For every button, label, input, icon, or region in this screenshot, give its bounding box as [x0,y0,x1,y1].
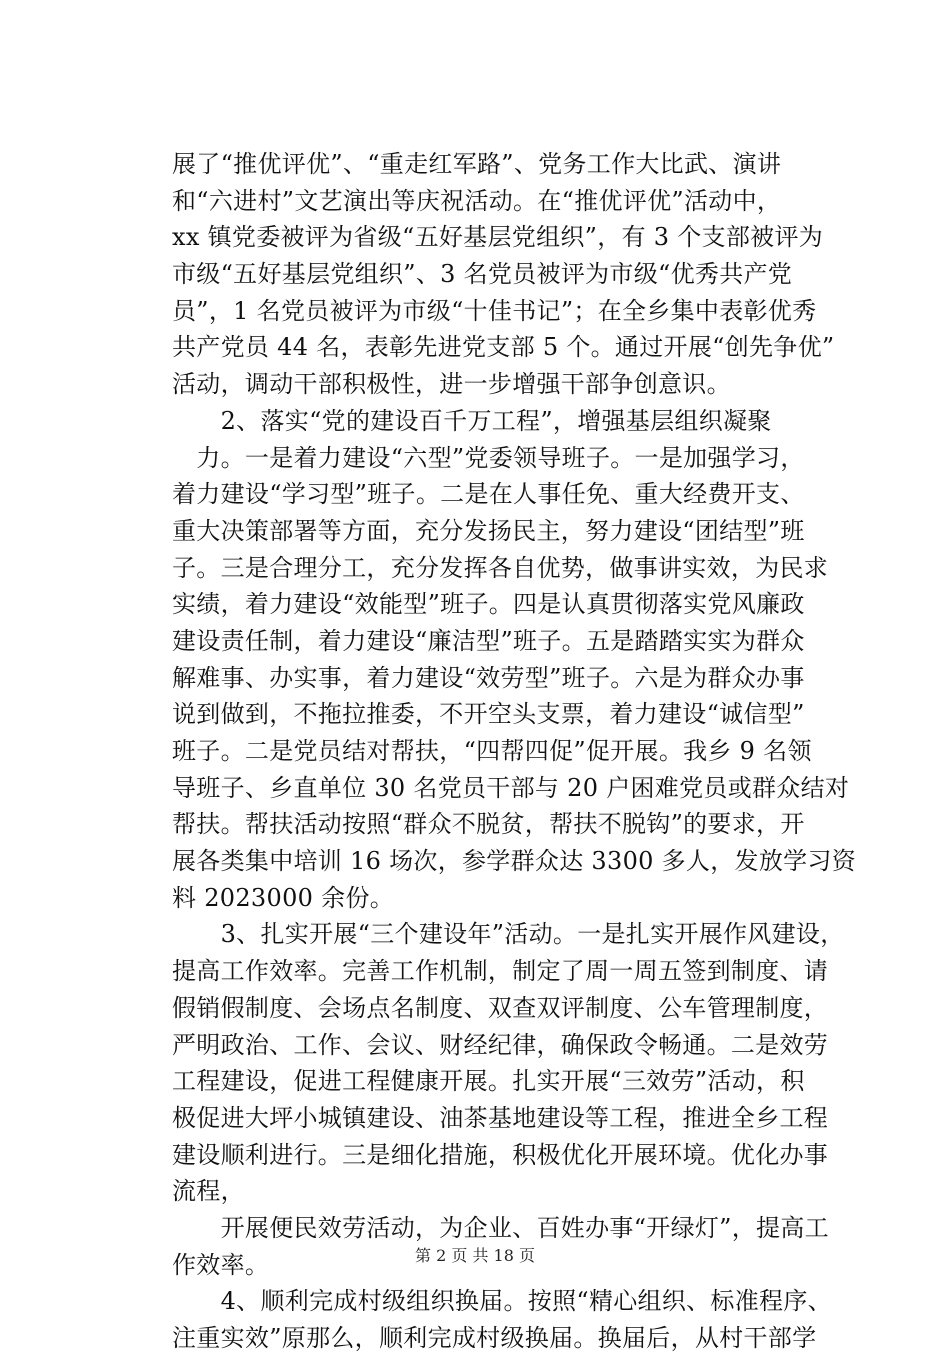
text-line-28: 建设顺利进行。三是细化措施，积极优化开展环境。优化办事 [172,1140,829,1169]
text-line-10: 着力建设“学习型”班子。二是在人事任免、重大经费开支、 [172,480,805,509]
page-footer: 第 2 页 共 18 页 [415,1246,535,1265]
text-line-16: 说到做到，不拖拉推委，不开空头支票，着力建设“诚信型” [172,700,805,729]
text-line-24: 假销假制度、会场点名制度、双查双评制度、公车管理制度， [172,993,829,1022]
text-line-21: 料 2023000 余份。 [172,883,395,912]
text-line-29: 流程， [172,1177,245,1206]
text-line-11: 重大决策部署等方面，充分发扬民主，努力建设“团结型”班 [172,516,805,545]
text-line-30: 开展便民效劳活动，为企业、百姓办事“开绿灯”，提高工 [172,1213,829,1242]
text-line-27: 极促进大坪小城镇建设、油茶基地建设等工程，推进全乡工程 [172,1103,829,1132]
text-line-17: 班子。二是党员结对帮扶，“四帮四促”促开展。我乡 9 名领 [172,737,812,765]
text-line-8: 2、落实“党的建设百千万工程”，增强基层组织凝聚 [172,406,772,435]
text-line-2: 和“六进村”文艺演出等庆祝活动。在“推优评优”活动中， [172,186,782,215]
text-line-31: 作效率。 [172,1250,270,1279]
text-line-20: 展各类集中培训 16 场次，参学群众达 3300 多人，发放学习资 [172,847,857,876]
text-line-3: xx 镇党委被评为省级“五好基层党组织”，有 3 个支部被评为 [172,223,824,252]
text-line-1: 展了“推优评优”、“重走红军路”、党务工作大比武、演讲 [172,150,782,178]
text-line-33: 注重实效”原那么，顺利完成村级换届。换届后，从村干部学 [172,1324,817,1352]
text-line-15: 解难事、办实事，着力建设“效劳型”班子。六是为群众办事 [172,663,805,692]
text-line-18: 导班子、乡直单位 30 名党员干部与 20 户困难党员或群众结对 [172,773,850,802]
text-line-12: 子。三是合理分工，充分发挥各自优势，做事讲实效，为民求 [172,553,829,582]
text-line-13: 实绩，着力建设“效能型”班子。四是认真贯彻落实党风廉政 [172,590,805,619]
text-line-32: 4、顺利完成村级组织换届。按照“精心组织、标准程序、 [172,1287,832,1316]
text-line-22: 3、扎实开展“三个建设年”活动。一是扎实开展作风建设， [172,920,845,949]
text-line-9: 力。一是着力建设“六型”党委领导班子。一是加强学习， [172,443,805,472]
text-line-7: 活动，调动干部积极性，进一步增强干部争创意识。 [172,370,731,399]
text-line-23: 提高工作效率。完善工作机制，制定了周一周五签到制度、请 [172,957,829,986]
text-line-4: 市级“五好基层党组织”、3 名党员被评为市级“优秀共产党 [172,260,793,289]
text-line-6: 共产党员 44 名，表彰先进党支部 5 个。通过开展“创先争优” [172,333,835,362]
text-line-19: 帮扶。帮扶活动按照“群众不脱贫，帮扶不脱钩”的要求，开 [172,810,805,839]
document-body [172,146,860,1357]
text-line-14: 建设责任制，着力建设“廉洁型”班子。五是踏踏实实为群众 [172,626,805,655]
text-line-26: 工程建设，促进工程健康开展。扎实开展“三效劳”活动，积 [172,1067,805,1096]
text-line-25: 严明政治、工作、会议、财经纪律，确保政令畅通。二是效劳 [172,1030,829,1059]
text-line-5: 员”，1 名党员被评为市级“十佳书记”；在全乡集中表彰优秀 [172,296,817,325]
